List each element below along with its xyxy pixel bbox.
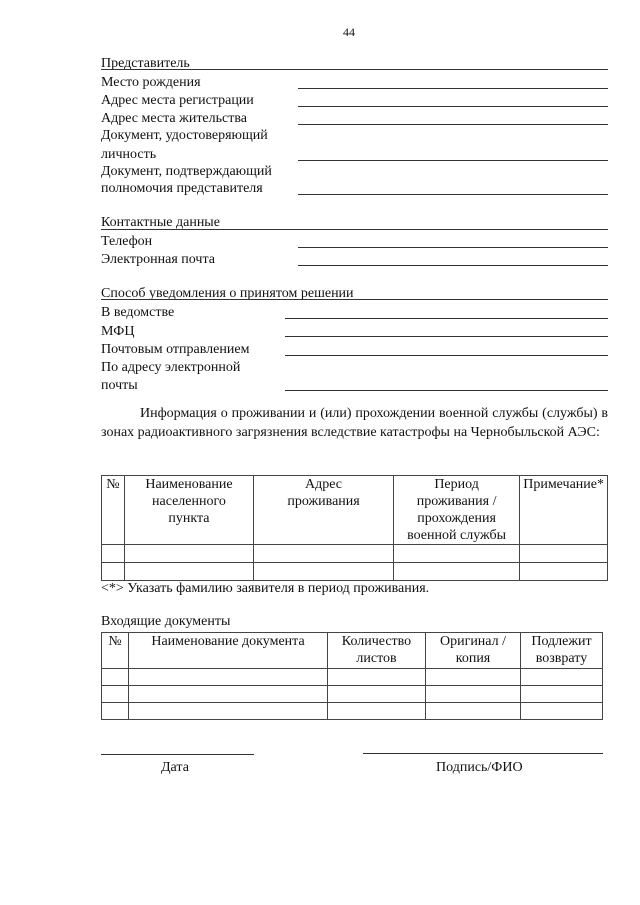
table-row bbox=[102, 686, 603, 703]
phone-field[interactable] bbox=[298, 247, 608, 248]
incoming-docs-heading: Входящие документы bbox=[101, 614, 231, 629]
email-label: Электронная почта bbox=[101, 252, 215, 267]
id-doc-field[interactable] bbox=[298, 160, 608, 161]
date-label: Дата bbox=[161, 760, 189, 775]
table-row bbox=[102, 545, 608, 563]
table-row bbox=[102, 703, 603, 720]
heading-underline bbox=[101, 69, 608, 70]
registration-address-field[interactable] bbox=[298, 106, 608, 107]
date-field[interactable] bbox=[101, 754, 254, 755]
notify-agency-label: В ведомстве bbox=[101, 305, 175, 320]
representative-heading: Представитель bbox=[101, 56, 190, 71]
notify-mfc-field[interactable] bbox=[285, 336, 608, 337]
heading-underline bbox=[101, 229, 608, 230]
col-number: № bbox=[102, 476, 125, 545]
residence-address-label: Адрес места жительства bbox=[101, 111, 247, 126]
residence-table bbox=[101, 475, 608, 581]
notification-heading: Способ уведомления о принятом решении bbox=[101, 286, 354, 301]
table-row bbox=[102, 563, 608, 581]
heading-underline bbox=[101, 299, 608, 300]
notify-post-label: Почтовым отправлением bbox=[101, 342, 250, 357]
id-doc-label-1: Документ, удостоверяющий bbox=[101, 128, 268, 143]
notify-email-label-1: По адресу электронной bbox=[101, 360, 241, 375]
table-row bbox=[102, 669, 603, 686]
authority-doc-field[interactable] bbox=[298, 194, 608, 195]
residence-address-field[interactable] bbox=[298, 124, 608, 125]
col-period: Период проживания /прохождения военной службы bbox=[393, 476, 519, 545]
notify-mfc-label: МФЦ bbox=[101, 324, 135, 339]
residence-info-paragraph: Информация о проживании и (или) прохождении военной службы (службы) в зонах радиоактивного загрязнения вследствие катастрофы на Чернобыльской АЭС: bbox=[101, 406, 608, 440]
col-settlement: Наименование населенного пункта bbox=[124, 476, 253, 545]
contacts-heading: Контактные данные bbox=[101, 215, 220, 230]
phone-label: Телефон bbox=[101, 234, 153, 249]
footnote: <*> Указать фамилию заявителя в период проживания. bbox=[101, 581, 430, 596]
birthplace-label: Место рождения bbox=[101, 75, 201, 90]
page-number: 44 bbox=[343, 25, 355, 39]
incoming-docs-table bbox=[101, 632, 603, 720]
registration-address-label: Адрес места регистрации bbox=[101, 93, 254, 108]
col-return: Подлежит возврату bbox=[521, 633, 603, 669]
col-sheets: Количество листов bbox=[328, 633, 426, 669]
col-note: Примечание* bbox=[520, 476, 608, 545]
notify-post-field[interactable] bbox=[285, 355, 608, 356]
email-field[interactable] bbox=[298, 265, 608, 266]
col-address: Адрес проживания bbox=[254, 476, 394, 545]
authority-doc-label-1: Документ, подтверждающий bbox=[101, 164, 272, 179]
birthplace-field[interactable] bbox=[298, 88, 608, 89]
col-original-copy: Оригинал /копия bbox=[426, 633, 521, 669]
notify-email-field[interactable] bbox=[285, 390, 608, 391]
signature-label: Подпись/ФИО bbox=[436, 760, 523, 775]
id-doc-label-2: личность bbox=[101, 147, 157, 162]
col-doc-name: Наименование документа bbox=[129, 633, 328, 669]
col-number: № bbox=[102, 633, 129, 669]
notify-agency-field[interactable] bbox=[285, 318, 608, 319]
notify-email-label-2: почты bbox=[101, 378, 138, 393]
authority-doc-label-2: полномочия представителя bbox=[101, 181, 263, 196]
signature-field[interactable] bbox=[363, 753, 603, 754]
